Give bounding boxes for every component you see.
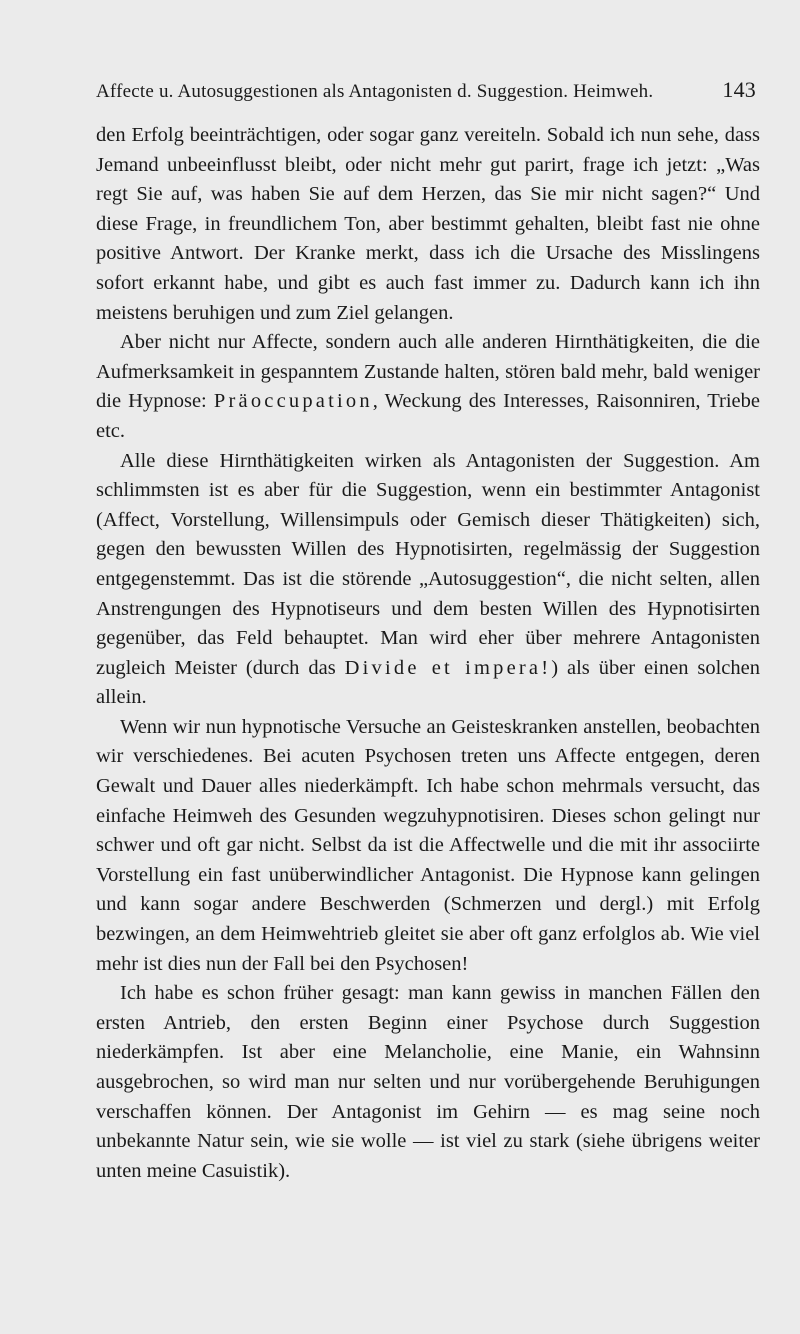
paragraph-4: Wenn wir nun hypnotische Versuche an Geisteskranken anstellen, beobachten wir verschiedenes. Bei acuten Psychosen treten uns Affecte entgegen, deren Gewalt und Dauer alles niederkämpft. Ich habe schon mehrmals versucht, das einfache Heimweh des Gesunden wegzuhypnotisiren. Dieses schon gelingt nur schwer und oft gar nicht. Selbst da ist die Affectwelle und die mit ihr associirte Vorstellung ein fast unüberwindlicher Antagonist. Die Hypnose kann gelingen und kann sogar andere Beschwerden (Schmerzen und dergl.) mit Erfolg bezwingen, an dem Heimwehtrieb gleitet sie aber oft ganz erfolglos ab. Wie viel mehr ist dies nun der Fall bei den Psychosen! bbox=[96, 715, 760, 975]
emphasis-divide-et-impera: Divide et impera! bbox=[344, 656, 552, 679]
paragraph-2-text-before: Aber nicht nur Affecte, sondern auch alle anderen Hirnthätigkeiten, die die Aufmerksamkeit in gespanntem Zustande halten, stören bald mehr, bald weniger die Hypnose: bbox=[96, 331, 760, 413]
paragraph-3-text-before: Alle diese Hirnthätigkeiten wirken als Antagonisten der Suggestion. Am schlimmsten ist es aber für die Suggestion, wenn ein bestimmter Antagonist (Affect, Vorstellung, Willensimpuls oder Gemisch dieser Thätigkeiten) sich, gegen den bewussten Willen des Hypnotisirten, regelmässig der Suggestion entgegenstemmt. Das ist die störende „Autosuggestion“, die nicht selten, allen Anstrengungen des Hypnotiseurs und dem besten Willen des Hypnotisirten gegenüber, das Feld behauptet. Man wird eher über mehrere Antagonisten zugleich Meister (durch das bbox=[96, 449, 760, 679]
emphasis-praeoccupation: Präoccupation bbox=[213, 390, 373, 413]
page-number: 143 bbox=[722, 77, 756, 102]
running-title: Affecte u. Autosuggestionen als Antagonisten d. Suggestion. Heimweh. bbox=[96, 81, 654, 102]
body-text bbox=[96, 121, 760, 1186]
paragraph-5: Ich habe es schon früher gesagt: man kann gewiss in manchen Fällen den ersten Antrieb, den ersten Beginn einer Psychose durch Suggestion niederkämpfen. Ist aber eine Melancholie, eine Manie, ein Wahnsinn ausgebrochen, so wird man nur selten und nur vorübergehende Beruhigungen verschaffen können. Der Antagonist im Gehirn — es mag seine noch unbekannte Natur sein, wie sie wolle — ist viel zu stark (siehe übrigens weiter unten meine Casuistik). bbox=[96, 982, 760, 1182]
paragraph-3-text-after: ) als über einen solchen allein. bbox=[96, 656, 761, 709]
paragraph-1: den Erfolg beeinträchtigen, oder sogar ganz vereiteln. Sobald ich nun sehe, dass Jemand unbeeinflusst bleibt, oder nicht mehr gut parirt, frage ich jetzt: „Was regt Sie auf, was haben Sie auf dem Herzen, das Sie mir nicht sagen?“ Und diese Frage, in freundlichem Ton, aber bestimmt gehalten, bleibt fast nie ohne positive Antwort. Der Kranke merkt, dass ich die Ursache des Misslingens sofort erkannt habe, und gibt es auch fast immer zu. Dadurch kann ich ihn meistens beruhigen und zum Ziel gelangen. bbox=[96, 124, 760, 324]
paragraph-3 bbox=[96, 447, 760, 713]
paragraph-2-text-after: , Weckung des Interesses, Raisonniren, Triebe etc. bbox=[96, 390, 760, 442]
running-head bbox=[96, 77, 756, 103]
paragraph-2 bbox=[96, 328, 760, 446]
